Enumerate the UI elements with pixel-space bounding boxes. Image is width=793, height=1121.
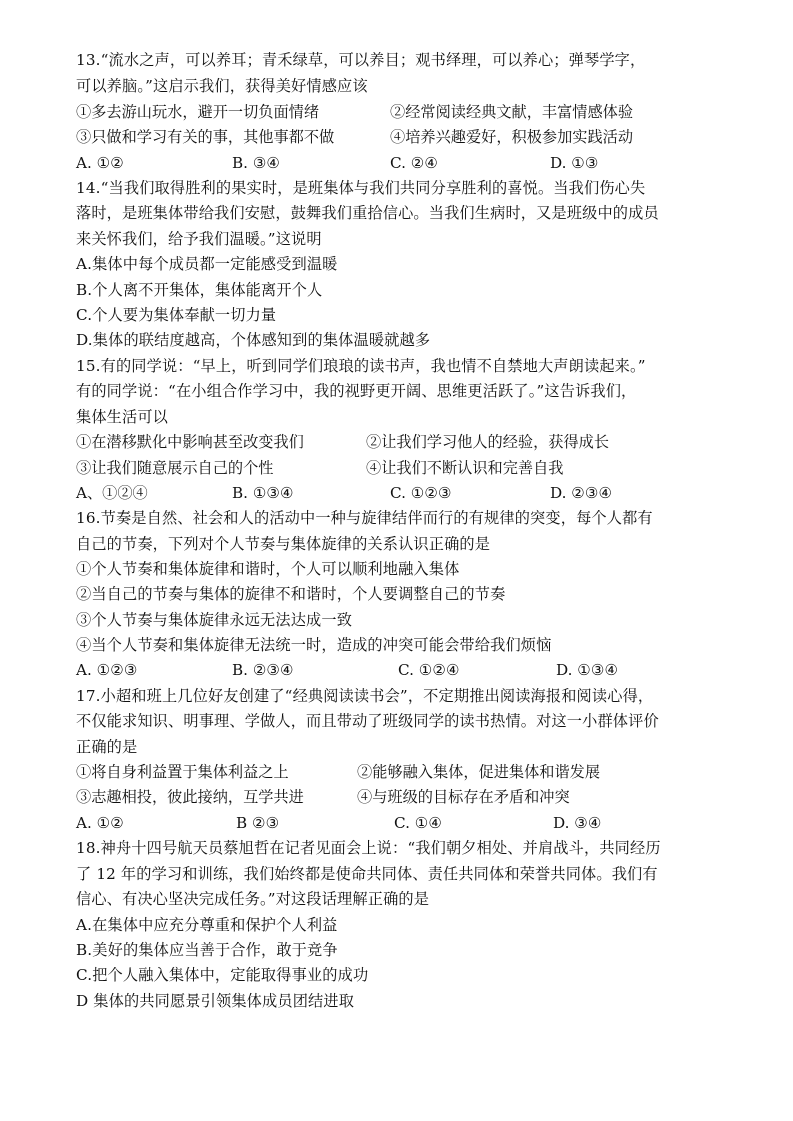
q18-stem-line-2: 了 12 年的学习和训练，我们始终都是使命共同体、责任共同体和荣誉共同体。我们有 bbox=[76, 865, 658, 883]
q15-choice-d: D. ②③④ bbox=[550, 484, 613, 502]
q18-option-d: D 集体的共同愿景引领集体成员团结进取 bbox=[76, 992, 355, 1010]
q13-choice-a: A. ①② bbox=[76, 154, 124, 172]
q15-stem-line-3: 集体生活可以 bbox=[76, 408, 169, 426]
q14-stem-line-2: 落时，是班集体带给我们安慰，鼓舞我们重拾信心。当我们生病时，又是班级中的成员 bbox=[76, 204, 659, 222]
q17-choice-d: D. ③④ bbox=[553, 814, 602, 832]
q17-choice-c: C. ①④ bbox=[394, 814, 442, 832]
q15-choice-b: B. ①③④ bbox=[232, 484, 294, 502]
q15-stem-line-1: 15.有的同学说：“早上，听到同学们琅琅的读书声，我也情不自禁地大声朗读起来。” bbox=[76, 357, 646, 375]
q14-option-d: D.集体的联结度越高，个体感知到的集体温暖就越多 bbox=[76, 331, 431, 349]
q16-statement-3: ③个人节奏与集体旋律永远无法达成一致 bbox=[76, 611, 353, 629]
q14-stem-line-3: 来关怀我们，给予我们温暖。”这说明 bbox=[76, 230, 322, 248]
q17-statement-4: ④与班级的目标存在矛盾和冲突 bbox=[357, 788, 570, 806]
q16-choice-b: B. ②③④ bbox=[232, 661, 294, 679]
q13-choice-b: B. ③④ bbox=[232, 154, 281, 172]
q16-statement-4: ④当个人节奏和集体旋律无法统一时，造成的冲突可能会带给我们烦恼 bbox=[76, 636, 552, 654]
q13-statement-4: ④培养兴趣爱好，积极参加实践活动 bbox=[390, 128, 633, 146]
q14-option-b: B.个人离不开集体，集体能离开个人 bbox=[76, 281, 323, 299]
q18-stem-line-3: 信心、有决心坚决完成任务。”对这段话理解正确的是 bbox=[76, 890, 430, 908]
q15-choice-c: C. ①②③ bbox=[390, 484, 452, 502]
q15-statement-4: ④让我们不断认识和完善自我 bbox=[366, 459, 564, 477]
q13-statement-1: ①多去游山玩水，避开一切负面情绪 bbox=[76, 103, 319, 121]
q14-stem-line-1: 14.“当我们取得胜利的果实时，是班集体与我们共同分享胜利的喜悦。当我们伤心失 bbox=[76, 179, 646, 197]
q17-choice-b: B ②③ bbox=[236, 814, 280, 832]
q15-stem-line-2: 有的同学说：“在小组合作学习中，我的视野更开阔、思维更活跃了。”这告诉我们， bbox=[76, 382, 637, 400]
q17-statement-2: ②能够融入集体，促进集体和谐发展 bbox=[357, 763, 600, 781]
q13-choice-c: C. ②④ bbox=[390, 154, 438, 172]
q18-stem-line-1: 18.神舟十四号航天员蔡旭哲在记者见面会上说：“我们朝夕相处、并肩战斗，共同经历 bbox=[76, 839, 661, 857]
q16-statement-2: ②当自己的节奏与集体的旋律不和谐时，个人要调整自己的节奏 bbox=[76, 585, 506, 603]
q17-stem-line-1: 17.小超和班上几位好友创建了“经典阅读读书会”，不定期推出阅读海报和阅读心得， bbox=[76, 687, 654, 705]
q17-statement-1: ①将自身利益置于集体利益之上 bbox=[76, 763, 289, 781]
q17-stem-line-2: 不仅能求知识、明事理、学做人，而且带动了班级同学的读书热情。对这一小群体评价 bbox=[76, 712, 659, 730]
q17-stem-line-3: 正确的是 bbox=[76, 738, 138, 756]
q17-choice-a: A. ①② bbox=[76, 814, 124, 832]
q18-option-a: A.在集体中应充分尊重和保护个人利益 bbox=[76, 916, 338, 934]
q16-choice-a: A. ①②③ bbox=[76, 661, 138, 679]
q17-statement-3: ③志趣相投，彼此接纳，互学共进 bbox=[76, 788, 304, 806]
q16-statement-1: ①个人节奏和集体旋律和谐时，个人可以顺利地融入集体 bbox=[76, 560, 460, 578]
q15-statement-1: ①在潜移默化中影响甚至改变我们 bbox=[76, 433, 304, 451]
q15-statement-3: ③让我们随意展示自己的个性 bbox=[76, 459, 274, 477]
q16-choice-d: D. ①③④ bbox=[556, 661, 619, 679]
q13-stem-line-2: 可以养脑。”这启示我们，获得美好情感应该 bbox=[76, 77, 368, 95]
q13-statement-2: ②经常阅读经典文献，丰富情感体验 bbox=[390, 103, 633, 121]
q16-choice-c: C. ①②④ bbox=[398, 661, 460, 679]
q14-option-c: C.个人要为集体奉献一切力量 bbox=[76, 306, 277, 324]
q15-statement-2: ②让我们学习他人的经验，获得成长 bbox=[366, 433, 609, 451]
q13-statement-3: ③只做和学习有关的事，其他事都不做 bbox=[76, 128, 335, 146]
q18-option-b: B.美好的集体应当善于合作，敢于竞争 bbox=[76, 941, 338, 959]
q16-stem-line-1: 16.节奏是自然、社会和人的活动中一种与旋律结伴而行的有规律的突变，每个人都有 bbox=[76, 509, 653, 527]
q15-choice-a: A、①②④ bbox=[76, 484, 148, 502]
q13-stem-line-1: 13.“流水之声，可以养耳；青禾绿草，可以养目；观书绎理，可以养心；弹琴学字， bbox=[76, 51, 646, 69]
q18-option-c: C.把个人融入集体中，定能取得事业的成功 bbox=[76, 966, 369, 984]
q16-stem-line-2: 自己的节奏，下列对个人节奏与集体旋律的关系认识正确的是 bbox=[76, 535, 491, 553]
q14-option-a: A.集体中每个成员都一定能感受到温暖 bbox=[76, 255, 338, 273]
q13-choice-d: D. ①③ bbox=[550, 154, 599, 172]
